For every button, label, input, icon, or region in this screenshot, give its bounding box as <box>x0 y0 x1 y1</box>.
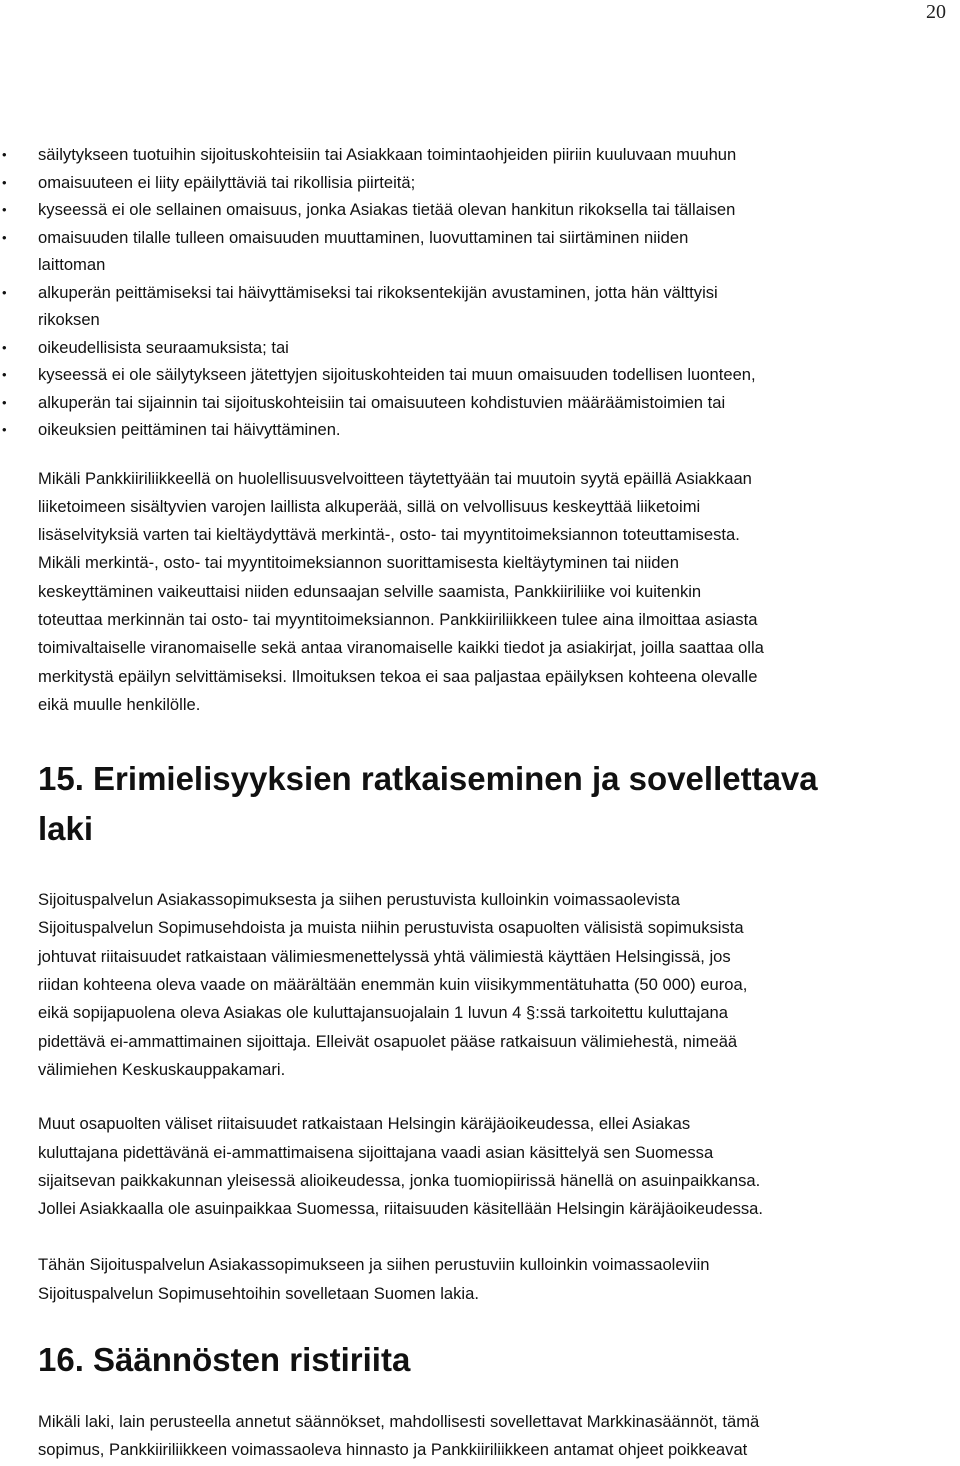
list-item-text: kyseessä ei ole säilytykseen jätettyjen sijoituskohteiden tai muun omaisuuden todellisen luonteen, <box>38 365 756 384</box>
bullet-icon: • <box>2 174 7 190</box>
list-item <box>2 279 950 334</box>
list-item <box>2 224 950 279</box>
text-line: lisäselvityksiä varten tai kieltäydyttävä merkintä-, osto- tai myyntitoimeksiannon toteuttamisesta. <box>38 525 740 545</box>
text-line: Mikäli merkintä-, osto- tai myyntitoimeksiannon suorittamisesta kieltäytyminen tai niiden <box>38 553 679 573</box>
text-line: Mikäli Pankkiiriliikkeellä on huolellisuusvelvoitteen täytettyään tai muutoin syytä epäillä Asiakkaan <box>38 468 752 488</box>
text-line: Tähän Sijoituspalvelun Asiakassopimukseen ja siihen perustuviin kulloinkin voimassaoleviin <box>38 1255 710 1275</box>
text-line: Mikäli laki, lain perusteella annetut säännökset, mahdollisesti sovellettavat Markkinasäännöt, tämä <box>38 1412 760 1432</box>
bullet-icon: • <box>2 147 7 162</box>
text-line: pidettävä ei-ammattimainen sijoittaja. Elleivät osapuolet pääse ratkaisuun välimiehestä, nimeää <box>38 1031 738 1051</box>
text-line: välimiehen Keskuskauppakamari. <box>38 1059 286 1079</box>
list-item-text: säilytykseen tuotuihin sijoituskohteisiin tai Asiakkaan toimintaohjeiden piiriin kuuluvaan muuhun <box>38 145 737 164</box>
list-item <box>2 361 950 389</box>
list-item-text: omaisuuteen ei liity epäilyttäviä tai rikollisia piirteitä; <box>38 172 416 192</box>
bullet-icon: • <box>2 284 7 300</box>
paragraph-conflict-of-rules <box>38 1408 950 1465</box>
document-body <box>2 141 950 1465</box>
bullet-icon: • <box>2 394 7 410</box>
list-item <box>2 389 950 417</box>
paragraph-money-laundering <box>38 465 950 720</box>
text-line: toteuttaa merkinnän tai osto- tai myyntitoimeksiannon. Pankkiiriliikkeen tulee aina ilmoittaa asiasta <box>38 609 758 629</box>
text-line: kuluttajana pidettävänä ei-ammattimaisena sijoittajana vaadi asian käsittelyä sen Suomessa <box>38 1142 714 1162</box>
bullet-icon: • <box>2 339 7 355</box>
paragraph-applicable-law <box>38 1251 950 1308</box>
bullet-icon: • <box>2 229 7 245</box>
list-item <box>2 169 950 197</box>
paragraph-district-court <box>38 1110 950 1223</box>
list-item-continuation: laittoman <box>38 255 106 274</box>
list-item-text: oikeudellisista seuraamuksista; tai <box>38 337 289 357</box>
list-item <box>2 334 950 362</box>
text-line: Sijoituspalvelun Sopimusehdoista ja muista niihin perustuvista osapuolten välisistä sopimuksista <box>38 918 744 938</box>
text-line: eikä muulle henkilölle. <box>38 694 201 714</box>
paragraph-arbitration <box>38 886 950 1084</box>
text-line: Jollei Asiakkaalla ole asuinpaikkaa Suomessa, riitaisuuden käsitellään Helsingin käräjäoikeudessa. <box>38 1199 764 1219</box>
text-line: riidan kohteena oleva vaade on määrältään enemmän kuin viisikymmentätuhatta (50 000) euroa, <box>38 975 748 995</box>
list-item-text: omaisuuden tilalle tulleen omaisuuden muuttaminen, luovuttaminen tai siirtäminen niiden <box>38 227 689 247</box>
bullet-icon: • <box>2 422 7 437</box>
section-16-heading: 16. Säännösten ristiriita <box>38 1341 411 1379</box>
page-number: 20 <box>926 1 946 23</box>
list-item-text: alkuperän tai sijainnin tai sijoituskohteisiin tai omaisuuteen kohdistuvien määräämistoimien tai <box>38 392 726 412</box>
text-line: liiketoimeen sisältyvien varojen laillista alkuperää, sillä on velvollisuus keskeyttää liiketoimi <box>38 496 701 516</box>
text-line: sopimus, Pankkiiriliikkeen voimassaoleva hinnasto ja Pankkiiriliikkeen antamat ohjeet poikkeavat <box>38 1440 748 1460</box>
text-line: eikä sopijapuolena oleva Asiakas ole kuluttajansuojalain 1 luvun 4 §:ssä tarkoitettu kuluttajana <box>38 1003 729 1023</box>
bullet-list <box>2 141 950 444</box>
text-line: toimivaltaiselle viranomaiselle sekä antaa viranomaiselle kaikki tiedot ja asiakirjat, joilla saattaa olla <box>38 638 764 658</box>
list-item <box>2 141 950 169</box>
text-line: Sijoituspalvelun Sopimusehtoihin sovelletaan Suomen lakia. <box>38 1283 479 1303</box>
text-line: Muut osapuolten väliset riitaisuudet ratkaistaan Helsingin käräjäoikeudessa, ellei Asiakas <box>38 1114 691 1134</box>
heading-line: 15. Erimielisyyksien ratkaiseminen ja sovellettava <box>38 760 818 798</box>
list-item-text: kyseessä ei ole sellainen omaisuus, jonka Asiakas tietää olevan hankitun rikoksella tai tällaisen <box>38 200 736 219</box>
list-item-text: oikeuksien peittäminen tai häivyttäminen. <box>38 420 341 439</box>
list-item-text: alkuperän peittämiseksi tai häivyttämiseksi tai rikoksentekijän avustaminen, jotta hän välttyisi <box>38 282 718 302</box>
list-item <box>2 196 950 224</box>
text-line: merkitystä epäilyn selvittämiseksi. Ilmoituksen tekoa ei saa paljastaa epäilyksen kohteena olevalle <box>38 666 758 686</box>
text-line: Sijoituspalvelun Asiakassopimuksesta ja siihen perustuvista kulloinkin voimassaolevista <box>38 890 680 910</box>
heading-line: laki <box>38 810 94 848</box>
list-item <box>2 416 950 444</box>
text-line: sijaitsevan paikkakunnan yleisessä alioikeudessa, jonka tuomiopiirissä hänellä on asuinpaikkansa. <box>38 1170 761 1190</box>
list-item-continuation: rikoksen <box>38 310 100 329</box>
text-line: keskeyttäminen vaikeuttaisi niiden edunsaajan selville saamista, Pankkiiriliike voi kuitenkin <box>38 581 702 601</box>
bullet-icon: • <box>2 367 7 382</box>
bullet-icon: • <box>2 202 7 217</box>
text-line: johtuvat riitaisuudet ratkaistaan välimiesmenettelyssä yhtä välimiestä käyttäen Helsingissä, jos <box>38 946 731 966</box>
section-15-heading <box>38 754 950 854</box>
